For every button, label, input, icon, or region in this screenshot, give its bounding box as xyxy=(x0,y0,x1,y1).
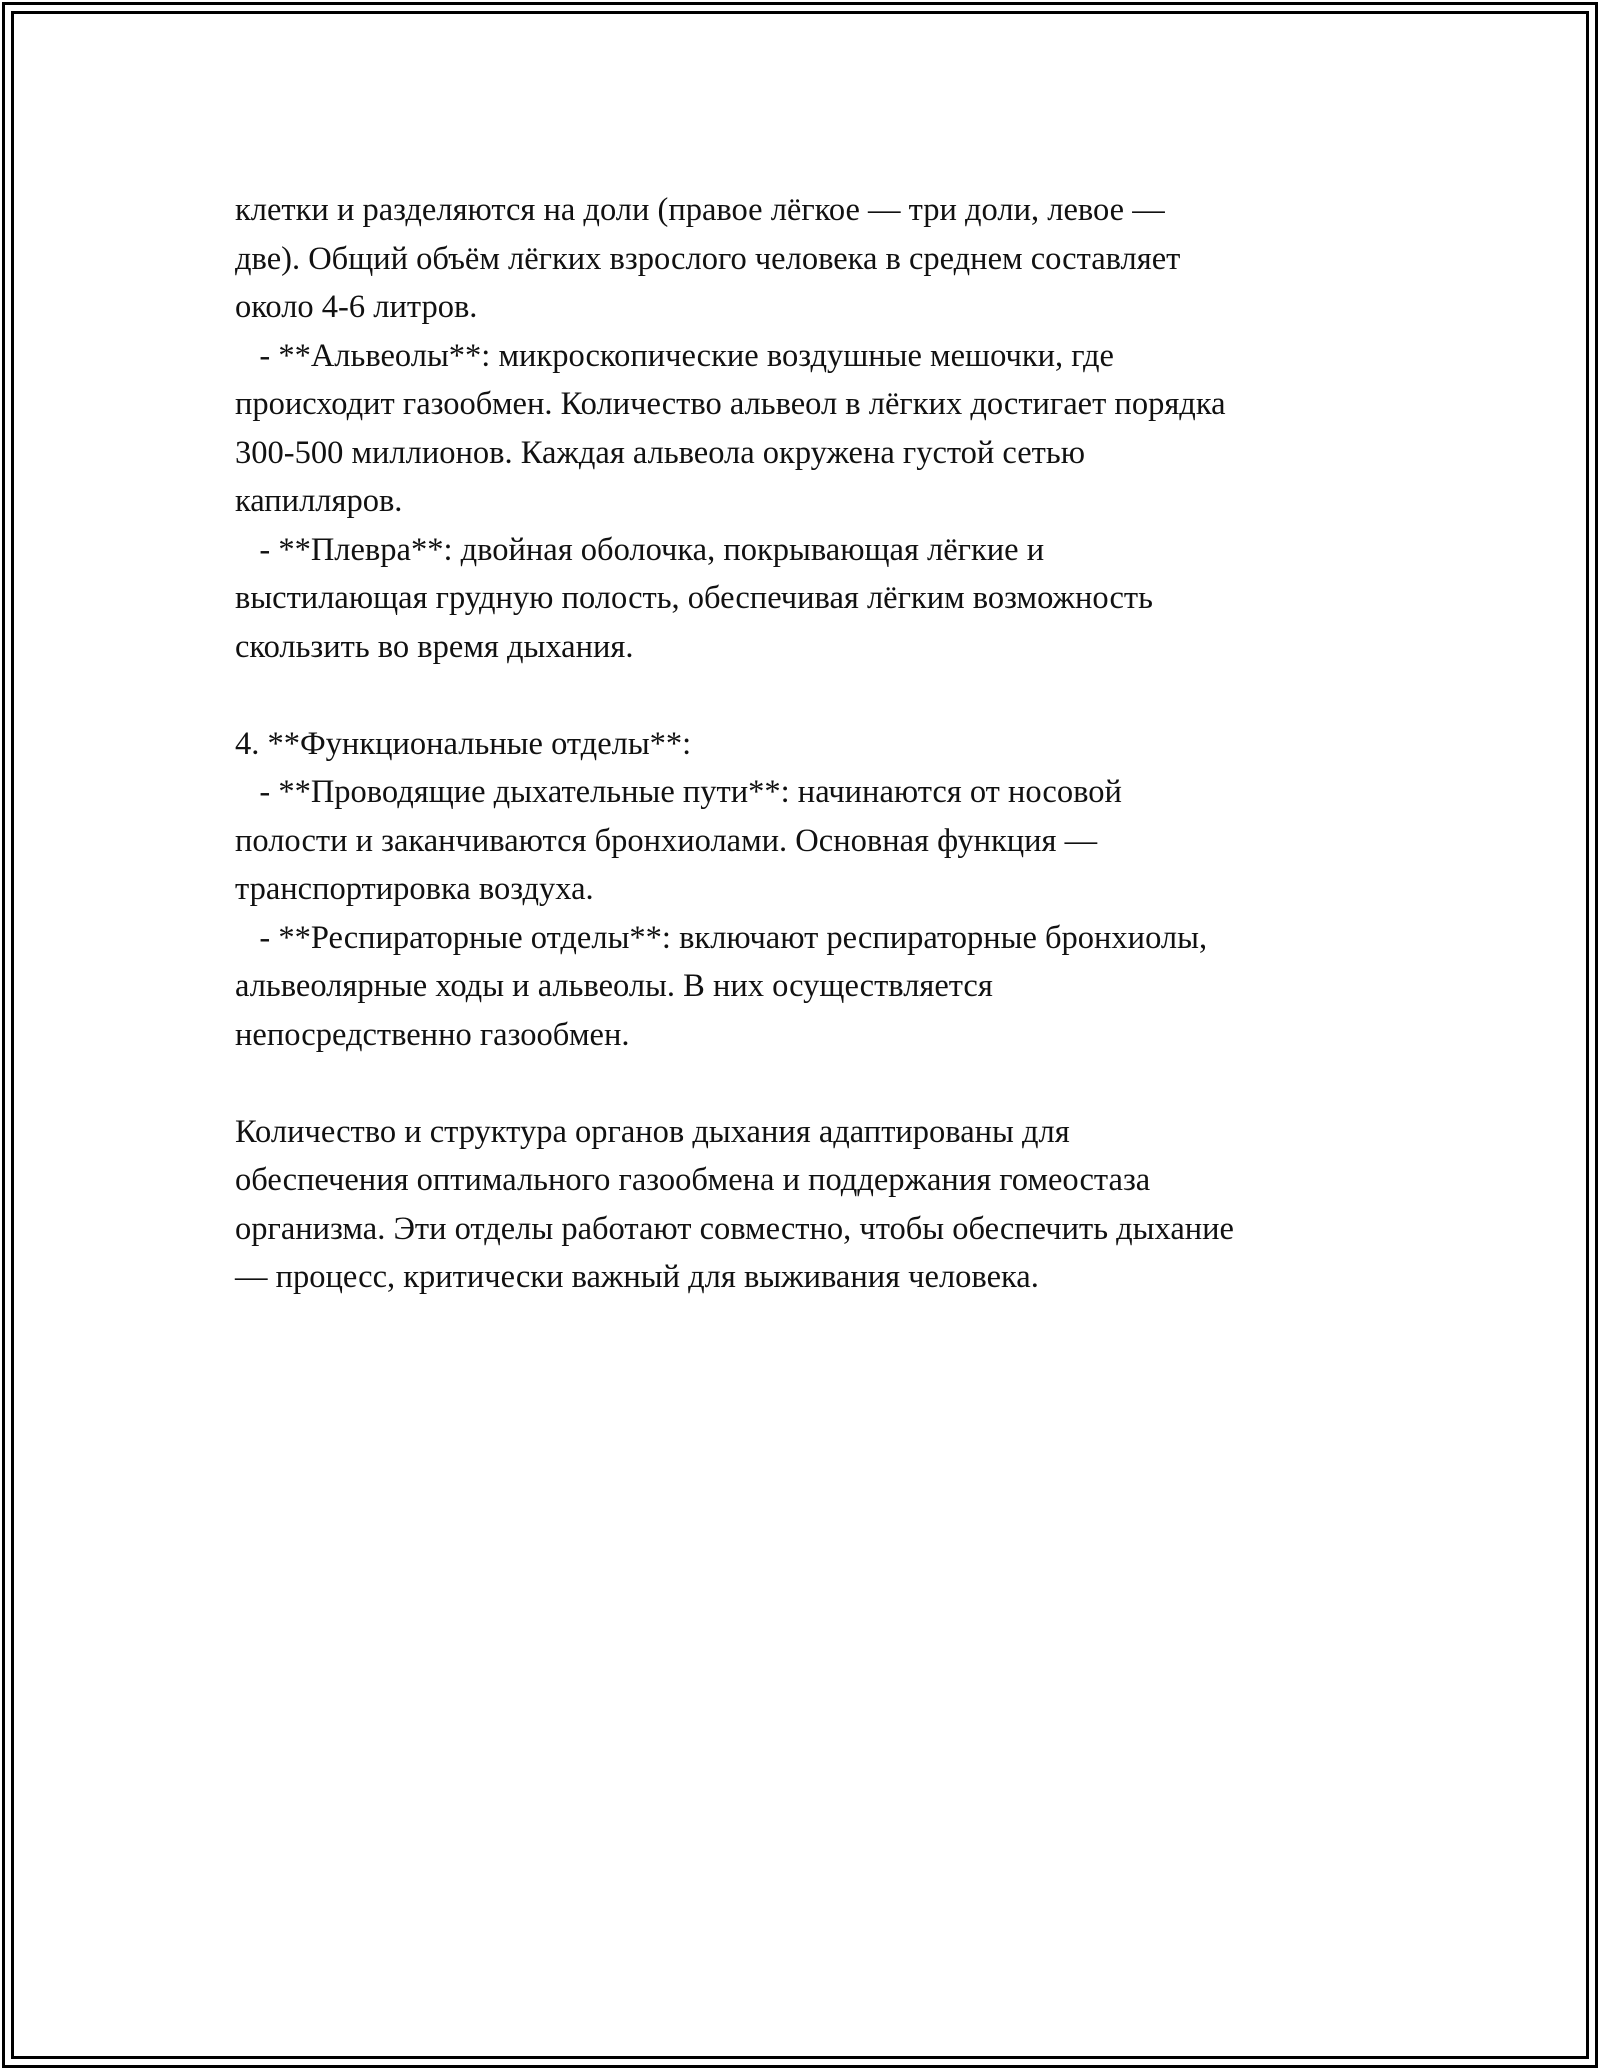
text-line: 300-500 миллионов. Каждая альвеола окружена густой сетью xyxy=(235,434,1085,471)
text-line: транспортировка воздуха. xyxy=(235,871,594,907)
list-item-line: - **Плевра**: двойная оболочка, покрывающая лёгкие и xyxy=(235,531,1045,568)
text-line: выстилающая грудную полость, обеспечивая лёгким возможность xyxy=(235,580,1153,616)
blank-line xyxy=(235,671,1415,720)
list-item-line: - **Респираторные отделы**: включают респираторные бронхиолы, xyxy=(235,919,1208,956)
text-line: альвеолярные ходы и альвеолы. В них осуществляется xyxy=(235,968,993,1004)
blank-line xyxy=(235,1059,1415,1108)
text-line: непосредственно газообмен. xyxy=(235,1016,630,1053)
text-line: происходит газообмен. Количество альвеол в лёгких достигает порядка xyxy=(235,386,1226,422)
text-line: клетки и разделяются на доли (правое лёгкое — три доли, левое — xyxy=(235,192,1165,228)
text-line: две). Общий объём лёгких взрослого человека в среднем составляет xyxy=(235,240,1181,277)
text-line: капилляров. xyxy=(235,483,403,519)
text-line: организма. Эти отделы работают совместно, чтобы обеспечить дыхание xyxy=(235,1210,1234,1247)
list-item-line: - **Проводящие дыхательные пути**: начинаются от носовой xyxy=(235,774,1122,810)
text-line: обеспечения оптимального газообмена и поддержания гомеостаза xyxy=(235,1162,1151,1198)
text-line: полости и заканчиваются бронхиолами. Основная функция — xyxy=(235,822,1098,859)
list-item-line: - **Альвеолы**: микроскопические воздушные мешочки, где xyxy=(235,337,1114,374)
section-heading-line: 4. **Функциональные отделы**: xyxy=(235,725,692,762)
document-body xyxy=(235,186,1415,1302)
text-line: Количество и структура органов дыхания адаптированы для xyxy=(235,1113,1070,1150)
text-line: — процесс, критически важный для выживания человека. xyxy=(235,1259,1039,1295)
text-line: скользить во время дыхания. xyxy=(235,628,634,665)
text-line: около 4-6 литров. xyxy=(235,289,478,325)
